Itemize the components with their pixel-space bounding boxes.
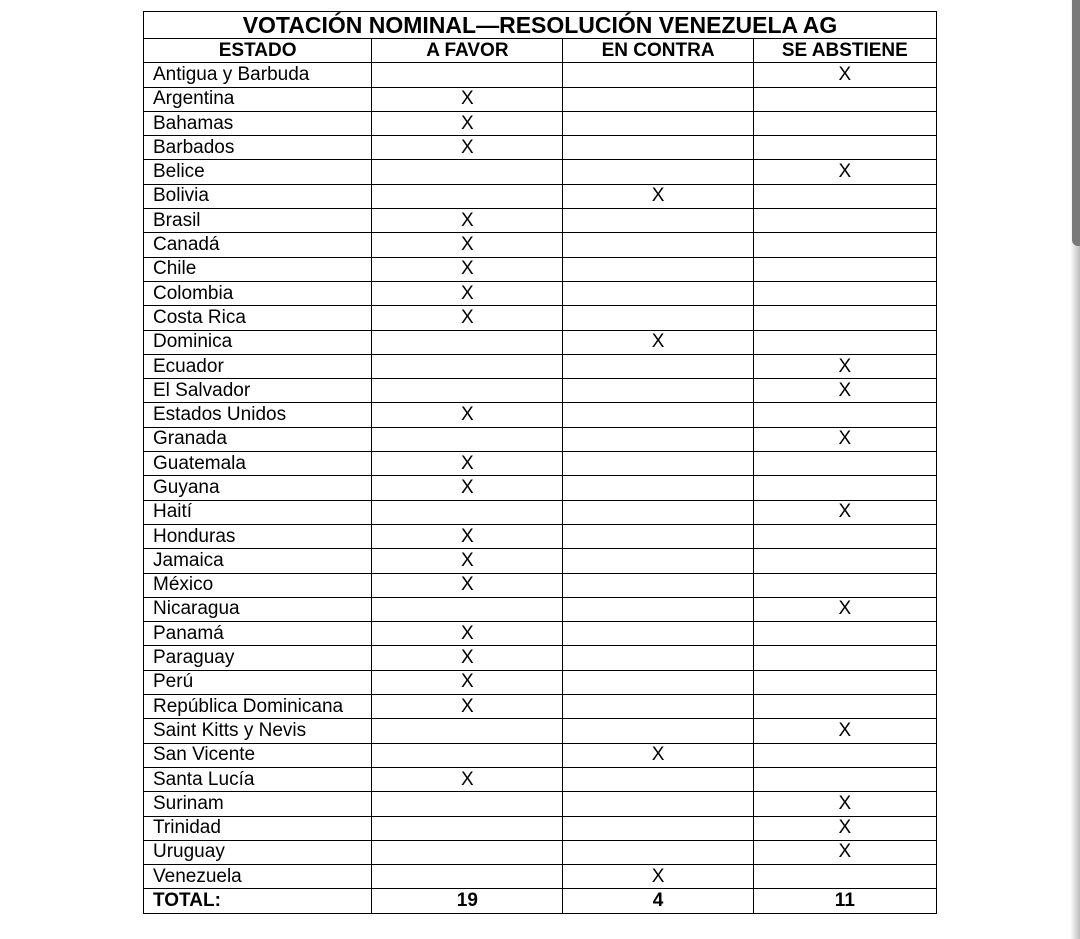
se-abstiene-mark: X bbox=[753, 840, 936, 864]
se-abstiene-mark bbox=[753, 209, 936, 233]
a-favor-mark bbox=[372, 184, 563, 208]
a-favor-mark: X bbox=[372, 403, 563, 427]
a-favor-mark bbox=[372, 865, 563, 889]
a-favor-mark: X bbox=[372, 87, 563, 111]
en-contra-mark bbox=[563, 476, 753, 500]
en-contra-mark bbox=[563, 719, 753, 743]
table-row bbox=[144, 281, 937, 305]
country-name: Perú bbox=[144, 670, 372, 694]
se-abstiene-mark bbox=[753, 281, 936, 305]
table-row bbox=[144, 792, 937, 816]
country-name: Granada bbox=[144, 427, 372, 451]
country-name: Panamá bbox=[144, 622, 372, 646]
en-contra-mark bbox=[563, 767, 753, 791]
table-row bbox=[144, 63, 937, 87]
table-row bbox=[144, 840, 937, 864]
se-abstiene-mark bbox=[753, 549, 936, 573]
country-name: Guatemala bbox=[144, 452, 372, 476]
country-name: República Dominicana bbox=[144, 695, 372, 719]
header-estado: ESTADO bbox=[144, 39, 372, 63]
se-abstiene-mark bbox=[753, 743, 936, 767]
en-contra-mark bbox=[563, 500, 753, 524]
se-abstiene-mark bbox=[753, 573, 936, 597]
table-row bbox=[144, 743, 937, 767]
a-favor-mark: X bbox=[372, 476, 563, 500]
table-row bbox=[144, 184, 937, 208]
total-a-favor: 19 bbox=[372, 889, 563, 913]
en-contra-mark bbox=[563, 233, 753, 257]
a-favor-mark bbox=[372, 330, 563, 354]
se-abstiene-mark: X bbox=[753, 597, 936, 621]
table-row bbox=[144, 549, 937, 573]
country-name: Costa Rica bbox=[144, 306, 372, 330]
country-name: Honduras bbox=[144, 524, 372, 548]
se-abstiene-mark: X bbox=[753, 792, 936, 816]
a-favor-mark: X bbox=[372, 281, 563, 305]
a-favor-mark bbox=[372, 500, 563, 524]
se-abstiene-mark bbox=[753, 306, 936, 330]
table-row bbox=[144, 87, 937, 111]
se-abstiene-mark bbox=[753, 184, 936, 208]
a-favor-mark: X bbox=[372, 524, 563, 548]
table-row bbox=[144, 427, 937, 451]
table-row bbox=[144, 476, 937, 500]
en-contra-mark bbox=[563, 281, 753, 305]
country-name: Estados Unidos bbox=[144, 403, 372, 427]
country-name: Colombia bbox=[144, 281, 372, 305]
en-contra-mark bbox=[563, 573, 753, 597]
country-name: El Salvador bbox=[144, 379, 372, 403]
table-row bbox=[144, 767, 937, 791]
se-abstiene-mark bbox=[753, 646, 936, 670]
se-abstiene-mark bbox=[753, 403, 936, 427]
en-contra-mark: X bbox=[563, 743, 753, 767]
table-row bbox=[144, 136, 937, 160]
en-contra-mark bbox=[563, 87, 753, 111]
en-contra-mark bbox=[563, 646, 753, 670]
en-contra-mark bbox=[563, 209, 753, 233]
se-abstiene-mark bbox=[753, 136, 936, 160]
table-row bbox=[144, 257, 937, 281]
header-se-abstiene: SE ABSTIENE bbox=[753, 39, 936, 63]
se-abstiene-mark bbox=[753, 476, 936, 500]
a-favor-mark: X bbox=[372, 695, 563, 719]
a-favor-mark: X bbox=[372, 257, 563, 281]
table-row bbox=[144, 160, 937, 184]
a-favor-mark: X bbox=[372, 622, 563, 646]
table-row bbox=[144, 670, 937, 694]
a-favor-mark bbox=[372, 719, 563, 743]
scrollbar-thumb[interactable] bbox=[1072, 0, 1080, 246]
country-name: Surinam bbox=[144, 792, 372, 816]
country-name: Bolivia bbox=[144, 184, 372, 208]
se-abstiene-mark: X bbox=[753, 379, 936, 403]
table-row bbox=[144, 354, 937, 378]
a-favor-mark: X bbox=[372, 306, 563, 330]
en-contra-mark bbox=[563, 452, 753, 476]
country-name: Jamaica bbox=[144, 549, 372, 573]
country-name: Barbados bbox=[144, 136, 372, 160]
country-name: Nicaragua bbox=[144, 597, 372, 621]
vote-rows bbox=[144, 63, 937, 889]
a-favor-mark bbox=[372, 354, 563, 378]
country-name: Santa Lucía bbox=[144, 767, 372, 791]
header-a-favor: A FAVOR bbox=[372, 39, 563, 63]
se-abstiene-mark bbox=[753, 111, 936, 135]
en-contra-mark bbox=[563, 670, 753, 694]
a-favor-mark: X bbox=[372, 646, 563, 670]
se-abstiene-mark bbox=[753, 695, 936, 719]
en-contra-mark bbox=[563, 111, 753, 135]
en-contra-mark: X bbox=[563, 184, 753, 208]
table-row bbox=[144, 403, 937, 427]
a-favor-mark: X bbox=[372, 136, 563, 160]
table-row bbox=[144, 524, 937, 548]
table-row bbox=[144, 573, 937, 597]
se-abstiene-mark bbox=[753, 233, 936, 257]
se-abstiene-mark bbox=[753, 865, 936, 889]
se-abstiene-mark: X bbox=[753, 719, 936, 743]
header-en-contra: EN CONTRA bbox=[563, 39, 753, 63]
se-abstiene-mark bbox=[753, 452, 936, 476]
a-favor-mark bbox=[372, 816, 563, 840]
a-favor-mark: X bbox=[372, 233, 563, 257]
se-abstiene-mark bbox=[753, 87, 936, 111]
se-abstiene-mark bbox=[753, 767, 936, 791]
en-contra-mark bbox=[563, 354, 753, 378]
a-favor-mark: X bbox=[372, 111, 563, 135]
a-favor-mark bbox=[372, 840, 563, 864]
en-contra-mark bbox=[563, 379, 753, 403]
total-label: TOTAL: bbox=[144, 889, 372, 913]
table-row bbox=[144, 452, 937, 476]
country-name: Belice bbox=[144, 160, 372, 184]
se-abstiene-mark bbox=[753, 622, 936, 646]
en-contra-mark: X bbox=[563, 330, 753, 354]
a-favor-mark: X bbox=[372, 452, 563, 476]
se-abstiene-mark: X bbox=[753, 63, 936, 87]
country-name: Argentina bbox=[144, 87, 372, 111]
a-favor-mark: X bbox=[372, 209, 563, 233]
table-row bbox=[144, 111, 937, 135]
country-name: Ecuador bbox=[144, 354, 372, 378]
country-name: Antigua y Barbuda bbox=[144, 63, 372, 87]
country-name: Venezuela bbox=[144, 865, 372, 889]
se-abstiene-mark: X bbox=[753, 816, 936, 840]
table-row bbox=[144, 330, 937, 354]
en-contra-mark bbox=[563, 427, 753, 451]
title-row bbox=[144, 12, 937, 39]
country-name: Bahamas bbox=[144, 111, 372, 135]
table-row bbox=[144, 646, 937, 670]
table-row bbox=[144, 865, 937, 889]
table-row bbox=[144, 209, 937, 233]
se-abstiene-mark bbox=[753, 524, 936, 548]
country-name: Saint Kitts y Nevis bbox=[144, 719, 372, 743]
country-name: Uruguay bbox=[144, 840, 372, 864]
a-favor-mark bbox=[372, 792, 563, 816]
table-row bbox=[144, 695, 937, 719]
en-contra-mark bbox=[563, 524, 753, 548]
en-contra-mark bbox=[563, 257, 753, 281]
en-contra-mark bbox=[563, 63, 753, 87]
a-favor-mark bbox=[372, 63, 563, 87]
country-name: México bbox=[144, 573, 372, 597]
total-en-contra: 4 bbox=[563, 889, 753, 913]
en-contra-mark bbox=[563, 816, 753, 840]
a-favor-mark bbox=[372, 379, 563, 403]
se-abstiene-mark: X bbox=[753, 427, 936, 451]
table-row bbox=[144, 500, 937, 524]
se-abstiene-mark bbox=[753, 670, 936, 694]
a-favor-mark bbox=[372, 597, 563, 621]
en-contra-mark bbox=[563, 597, 753, 621]
country-name: Brasil bbox=[144, 209, 372, 233]
country-name: Chile bbox=[144, 257, 372, 281]
country-name: Trinidad bbox=[144, 816, 372, 840]
total-row bbox=[144, 889, 937, 913]
country-name: Haití bbox=[144, 500, 372, 524]
en-contra-mark bbox=[563, 160, 753, 184]
country-name: Paraguay bbox=[144, 646, 372, 670]
en-contra-mark bbox=[563, 792, 753, 816]
en-contra-mark: X bbox=[563, 865, 753, 889]
table-row bbox=[144, 816, 937, 840]
se-abstiene-mark bbox=[753, 257, 936, 281]
en-contra-mark bbox=[563, 840, 753, 864]
table-row bbox=[144, 379, 937, 403]
a-favor-mark: X bbox=[372, 573, 563, 597]
country-name: San Vicente bbox=[144, 743, 372, 767]
country-name: Guyana bbox=[144, 476, 372, 500]
en-contra-mark bbox=[563, 549, 753, 573]
en-contra-mark bbox=[563, 695, 753, 719]
country-name: Canadá bbox=[144, 233, 372, 257]
a-favor-mark bbox=[372, 743, 563, 767]
table-title: VOTACIÓN NOMINAL—RESOLUCIÓN VENEZUELA AG bbox=[144, 12, 937, 39]
total-se-abstiene: 11 bbox=[753, 889, 936, 913]
table-row bbox=[144, 719, 937, 743]
se-abstiene-mark: X bbox=[753, 160, 936, 184]
table-row bbox=[144, 306, 937, 330]
a-favor-mark: X bbox=[372, 767, 563, 791]
a-favor-mark bbox=[372, 427, 563, 451]
se-abstiene-mark: X bbox=[753, 354, 936, 378]
table-row bbox=[144, 233, 937, 257]
table-row bbox=[144, 622, 937, 646]
a-favor-mark: X bbox=[372, 670, 563, 694]
se-abstiene-mark bbox=[753, 330, 936, 354]
se-abstiene-mark: X bbox=[753, 500, 936, 524]
vote-table bbox=[143, 11, 937, 914]
country-name: Dominica bbox=[144, 330, 372, 354]
table-row bbox=[144, 597, 937, 621]
en-contra-mark bbox=[563, 403, 753, 427]
a-favor-mark bbox=[372, 160, 563, 184]
header-row bbox=[144, 39, 937, 63]
a-favor-mark: X bbox=[372, 549, 563, 573]
en-contra-mark bbox=[563, 622, 753, 646]
en-contra-mark bbox=[563, 306, 753, 330]
en-contra-mark bbox=[563, 136, 753, 160]
